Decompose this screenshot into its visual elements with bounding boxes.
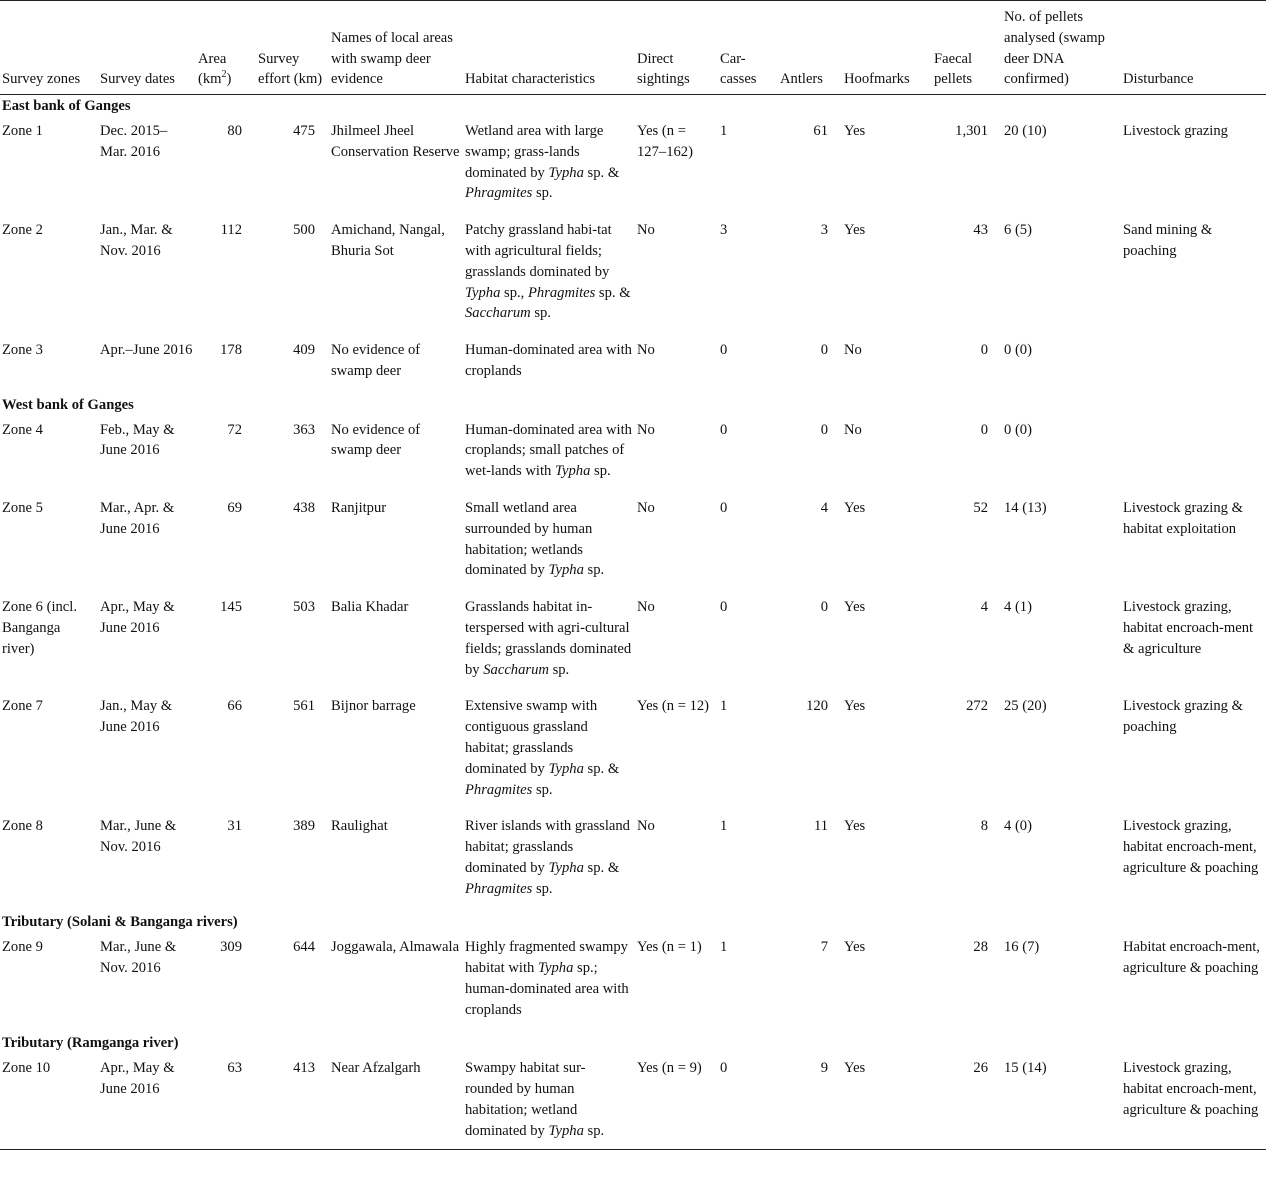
group-heading-row xyxy=(0,394,1266,416)
dates-cell: Dec. 2015–Mar. 2016 xyxy=(100,122,168,160)
hoofmarks-cell: Yes xyxy=(844,698,866,715)
species-name: Phragmites xyxy=(465,185,533,202)
carcasses-cell: 1 xyxy=(720,698,728,715)
pellets-cell: 8 xyxy=(980,818,988,835)
group-heading: West bank of Ganges xyxy=(2,396,134,413)
hoofmarks-cell: Yes xyxy=(844,499,866,516)
habitat-text: River islands with grassland habitat; grasslands dominated by xyxy=(465,818,630,876)
area-cell: 66 xyxy=(227,698,242,715)
local-area-names-cell: Bijnor barrage xyxy=(331,698,416,715)
antlers-cell: 61 xyxy=(813,122,828,139)
col-header-dates: Survey dates xyxy=(98,1,196,95)
table-row xyxy=(0,812,1266,911)
dates-cell: Jan., May & June 2016 xyxy=(100,698,173,736)
zone-cell: Zone 7 xyxy=(2,698,43,715)
zone-cell: Zone 4 xyxy=(2,421,43,438)
antlers-cell: 7 xyxy=(820,939,828,956)
pellets-cell: 272 xyxy=(966,698,988,715)
dates-cell: Mar., Apr. & June 2016 xyxy=(100,499,175,537)
sightings-cell: No xyxy=(637,421,655,438)
effort-cell: 561 xyxy=(293,698,315,715)
dates-cell: Jan., Mar. & Nov. 2016 xyxy=(100,222,173,259)
antlers-cell: 0 xyxy=(820,342,828,359)
zone-cell: Zone 1 xyxy=(2,122,43,139)
zone-cell: Zone 3 xyxy=(2,342,43,359)
antlers-cell: 0 xyxy=(820,421,828,438)
col-header-habitat: Habitat characteristics xyxy=(463,1,635,95)
disturbance-cell: Livestock grazing & poaching xyxy=(1123,698,1243,736)
table-row xyxy=(0,416,1266,494)
species-name: Typha xyxy=(548,562,584,579)
disturbance-cell: Livestock grazing, habitat encroach-ment, agriculture & poaching xyxy=(1123,818,1259,876)
disturbance-cell: Livestock grazing, habitat encroach-ment & agriculture xyxy=(1123,599,1254,657)
sightings-cell: No xyxy=(637,499,655,516)
habitat-text: sp. & xyxy=(595,284,631,301)
dates-cell: Apr., May & June 2016 xyxy=(100,599,175,636)
hoofmarks-cell: Yes xyxy=(844,818,866,835)
col-header-zone: Survey zones xyxy=(0,1,98,95)
pellets-analysed-cell: 4 (1) xyxy=(1004,599,1032,616)
habitat-cell xyxy=(463,416,635,494)
carcasses-cell: 0 xyxy=(720,599,728,616)
species-name: Typha xyxy=(548,760,584,777)
habitat-cell xyxy=(463,812,635,911)
zone-cell: Zone 9 xyxy=(2,939,43,956)
antlers-cell: 120 xyxy=(806,698,828,715)
habitat-cell xyxy=(463,933,635,1032)
header-row xyxy=(0,1,1266,95)
pellets-analysed-cell: 4 (0) xyxy=(1004,818,1032,835)
sightings-cell: Yes (n = 127–162) xyxy=(637,122,693,160)
col-header-effort: Survey effort (km) xyxy=(256,1,329,95)
zone-cell: Zone 5 xyxy=(2,499,43,516)
local-area-names-cell: No evidence of swamp deer xyxy=(331,421,421,459)
col-header-sightings: Direct sightings xyxy=(635,1,718,95)
dates-cell: Apr., May & June 2016 xyxy=(98,1054,196,1150)
col-header-area xyxy=(196,1,256,95)
dates-cell: Apr.–June 2016 xyxy=(100,342,193,359)
table-row xyxy=(0,117,1266,216)
area-cell: 72 xyxy=(227,421,242,438)
effort-cell: 500 xyxy=(293,222,315,239)
species-name: Typha xyxy=(465,284,501,301)
table-row xyxy=(0,1054,1266,1150)
antlers-cell: 9 xyxy=(778,1054,842,1150)
zone-cell: Zone 10 xyxy=(0,1054,98,1150)
effort-cell: 503 xyxy=(293,599,315,616)
species-name: Typha xyxy=(554,463,591,480)
effort-cell: 363 xyxy=(293,421,315,438)
pellets-analysed-cell: 6 (5) xyxy=(1004,222,1032,239)
local-area-names-cell: Jhilmeel Jheel Conservation Reserve xyxy=(331,122,460,160)
area-cell: 80 xyxy=(227,122,242,139)
habitat-text: Patchy grassland habi-tat with agricultural fields; grasslands dominated by xyxy=(465,222,612,280)
species-name: Typha xyxy=(548,1122,584,1139)
disturbance-cell: Habitat encroach-ment, agriculture & poaching xyxy=(1123,939,1260,977)
area-cell: 63 xyxy=(196,1054,256,1150)
zone-cell: Zone 8 xyxy=(2,818,43,835)
table-row xyxy=(0,692,1266,812)
sightings-cell: Yes (n = 12) xyxy=(637,698,710,715)
group-heading: East bank of Ganges xyxy=(2,98,131,115)
habitat-text: sp. xyxy=(548,661,570,678)
habitat-text: Highly fragmented swampy habitat with xyxy=(465,939,628,977)
habitat-cell xyxy=(463,593,635,692)
disturbance-cell xyxy=(1121,416,1266,494)
area-label: Area (km xyxy=(198,50,227,88)
col-header-carcasses: Car-casses xyxy=(718,1,778,95)
pellets-analysed-cell: 0 (0) xyxy=(1004,421,1032,438)
area-cell: 178 xyxy=(220,342,242,359)
sightings-cell: No xyxy=(637,599,655,616)
habitat-text: Human-dominated area with croplands; small patches of wet-lands with xyxy=(465,421,632,480)
hoofmarks-cell: Yes xyxy=(842,1054,932,1150)
sightings-cell: No xyxy=(637,818,655,835)
carcasses-cell: 3 xyxy=(720,222,728,239)
col-header-names: Names of local areas with swamp deer evidence xyxy=(329,1,463,95)
habitat-text: sp. xyxy=(532,781,553,798)
pellets-cell: 1,301 xyxy=(955,122,988,139)
habitat-text: Small wetland area surrounded by human habitation; wetlands dominated by xyxy=(465,499,593,579)
species-name: Typha xyxy=(537,960,574,977)
pellets-cell: 4 xyxy=(980,599,988,616)
area-label-close: ) xyxy=(226,71,232,88)
species-name: Typha xyxy=(548,164,584,181)
carcasses-cell: 1 xyxy=(720,818,728,835)
habitat-text: sp.; human-dominated area with croplands xyxy=(465,960,629,1018)
table-row xyxy=(0,216,1266,336)
sightings-cell: Yes (n = 9) xyxy=(635,1054,718,1150)
sightings-cell: No xyxy=(637,342,655,359)
pellets-cell: 43 xyxy=(973,222,988,239)
habitat-text: Grasslands habitat in-terspersed with agri-cultural fields; grasslands dominated by xyxy=(465,599,632,678)
table-row xyxy=(0,494,1266,593)
habitat-text: sp. xyxy=(583,1122,605,1139)
sightings-cell: No xyxy=(637,222,655,239)
dates-cell: Feb., May & June 2016 xyxy=(100,421,175,459)
local-area-names-cell: No evidence of swamp deer xyxy=(331,342,421,379)
hoofmarks-cell: Yes xyxy=(844,222,866,239)
habitat-cell xyxy=(463,494,635,593)
habitat-text: sp. & xyxy=(583,859,620,876)
antlers-cell: 0 xyxy=(820,599,828,616)
habitat-text: sp. & xyxy=(583,164,620,181)
disturbance-cell: Livestock grazing, habitat encroach-ment, agriculture & poaching xyxy=(1121,1054,1266,1150)
dates-cell: Mar., June & Nov. 2016 xyxy=(100,818,177,856)
habitat-cell xyxy=(463,692,635,812)
table-row xyxy=(0,933,1266,1032)
area-cell: 69 xyxy=(227,499,242,516)
pellets-cell: 0 xyxy=(980,421,988,438)
carcasses-cell: 1 xyxy=(720,939,728,956)
effort-cell: 475 xyxy=(293,122,315,139)
hoofmarks-cell: Yes xyxy=(844,122,866,139)
pellets-cell: 26 xyxy=(932,1054,1002,1150)
sightings-cell: Yes (n = 1) xyxy=(637,939,702,956)
habitat-text: sp. xyxy=(583,562,605,579)
pellets-analysed-cell: 14 (13) xyxy=(1004,499,1047,516)
pellets-analysed-cell: 20 (10) xyxy=(1004,122,1047,139)
species-name: Typha xyxy=(548,859,584,876)
col-header-disturbance: Disturbance xyxy=(1121,1,1266,95)
area-superscript: 2 xyxy=(221,69,227,81)
hoofmarks-cell: No xyxy=(844,342,862,359)
table-row xyxy=(0,336,1266,394)
species-name: Saccharum xyxy=(483,661,549,678)
carcasses-cell: 1 xyxy=(720,122,728,139)
local-area-names-cell: Joggawala, Almawala xyxy=(331,939,460,956)
habitat-text: Extensive swamp with contiguous grassland habitat; grasslands dominated by xyxy=(465,698,598,777)
pellets-analysed-cell: 16 (7) xyxy=(1004,939,1040,956)
effort-cell: 389 xyxy=(293,818,315,835)
pellets-cell: 28 xyxy=(973,939,988,956)
col-header-pellets: Faecal pellets xyxy=(932,1,1002,95)
pellets-analysed-cell: 25 (20) xyxy=(1004,698,1047,715)
group-heading: Tributary (Ramganga river) xyxy=(2,1035,179,1052)
area-cell: 309 xyxy=(220,939,242,956)
group-heading-row xyxy=(0,911,1266,933)
species-name: Phragmites xyxy=(465,781,533,798)
pellets-cell: 0 xyxy=(980,342,988,359)
pellets-cell: 52 xyxy=(973,499,988,516)
antlers-cell: 11 xyxy=(813,818,828,835)
habitat-text: sp. xyxy=(590,463,611,480)
table-body xyxy=(0,95,1266,1150)
carcasses-cell: 0 xyxy=(720,499,728,516)
col-header-antlers: Antlers xyxy=(778,1,842,95)
disturbance-cell xyxy=(1121,336,1266,394)
local-area-names-cell: Near Afzalgarh xyxy=(329,1054,463,1150)
zone-cell: Zone 2 xyxy=(2,222,43,239)
group-heading-row xyxy=(0,1032,1266,1054)
antlers-cell: 4 xyxy=(820,499,828,516)
disturbance-cell: Sand mining & poaching xyxy=(1123,222,1213,259)
local-area-names-cell: Amichand, Nangal, Bhuria Sot xyxy=(331,222,445,259)
disturbance-cell: Livestock grazing xyxy=(1123,122,1228,139)
area-cell: 145 xyxy=(220,599,242,616)
zone-cell: Zone 6 (incl. Banganga river) xyxy=(2,599,77,657)
effort-cell: 644 xyxy=(293,939,315,956)
habitat-text: sp. & xyxy=(583,760,620,777)
habitat-text: Human-dominated area with croplands xyxy=(465,342,632,379)
hoofmarks-cell: No xyxy=(844,421,862,438)
species-name: Saccharum xyxy=(465,305,531,322)
antlers-cell: 3 xyxy=(820,222,828,239)
species-name: Phragmites xyxy=(527,284,596,301)
effort-cell: 438 xyxy=(293,499,315,516)
habitat-text: sp., xyxy=(500,284,528,301)
table-row xyxy=(0,593,1266,692)
local-area-names-cell: Balia Khadar xyxy=(331,599,409,616)
habitat-text: Swampy habitat sur-rounded by human habitation; wetland dominated by xyxy=(465,1060,586,1139)
carcasses-cell: 0 xyxy=(718,1054,778,1150)
carcasses-cell: 0 xyxy=(720,342,728,359)
disturbance-cell: Livestock grazing & habitat exploitation xyxy=(1123,499,1243,537)
group-heading: Tributary (Solani & Banganga rivers) xyxy=(2,914,238,931)
habitat-text: Wetland area with large swamp; grass-lands dominated by xyxy=(465,122,604,181)
habitat-text: sp. xyxy=(530,305,551,322)
habitat-text: sp. xyxy=(532,880,553,897)
hoofmarks-cell: Yes xyxy=(844,599,866,616)
carcasses-cell: 0 xyxy=(720,421,728,438)
col-header-analysed: No. of pellets analysed (swamp deer DNA confirmed) xyxy=(1002,1,1121,95)
habitat-cell xyxy=(463,216,635,336)
local-area-names-cell: Raulighat xyxy=(331,818,388,835)
group-heading-row xyxy=(0,95,1266,117)
hoofmarks-cell: Yes xyxy=(844,939,866,956)
species-name: Phragmites xyxy=(465,880,533,897)
col-header-hoofmarks: Hoofmarks xyxy=(842,1,932,95)
pellets-analysed-cell: 0 (0) xyxy=(1004,342,1032,359)
local-area-names-cell: Ranjitpur xyxy=(331,499,387,516)
area-cell: 112 xyxy=(220,222,242,239)
habitat-cell xyxy=(463,336,635,394)
habitat-cell xyxy=(463,1054,635,1150)
effort-cell: 413 xyxy=(256,1054,329,1150)
habitat-text: sp. xyxy=(532,185,553,202)
effort-cell: 409 xyxy=(293,342,315,359)
dates-cell: Mar., June & Nov. 2016 xyxy=(100,939,177,977)
area-cell: 31 xyxy=(227,818,242,835)
pellets-analysed-cell: 15 (14) xyxy=(1002,1054,1121,1150)
habitat-cell xyxy=(463,117,635,216)
